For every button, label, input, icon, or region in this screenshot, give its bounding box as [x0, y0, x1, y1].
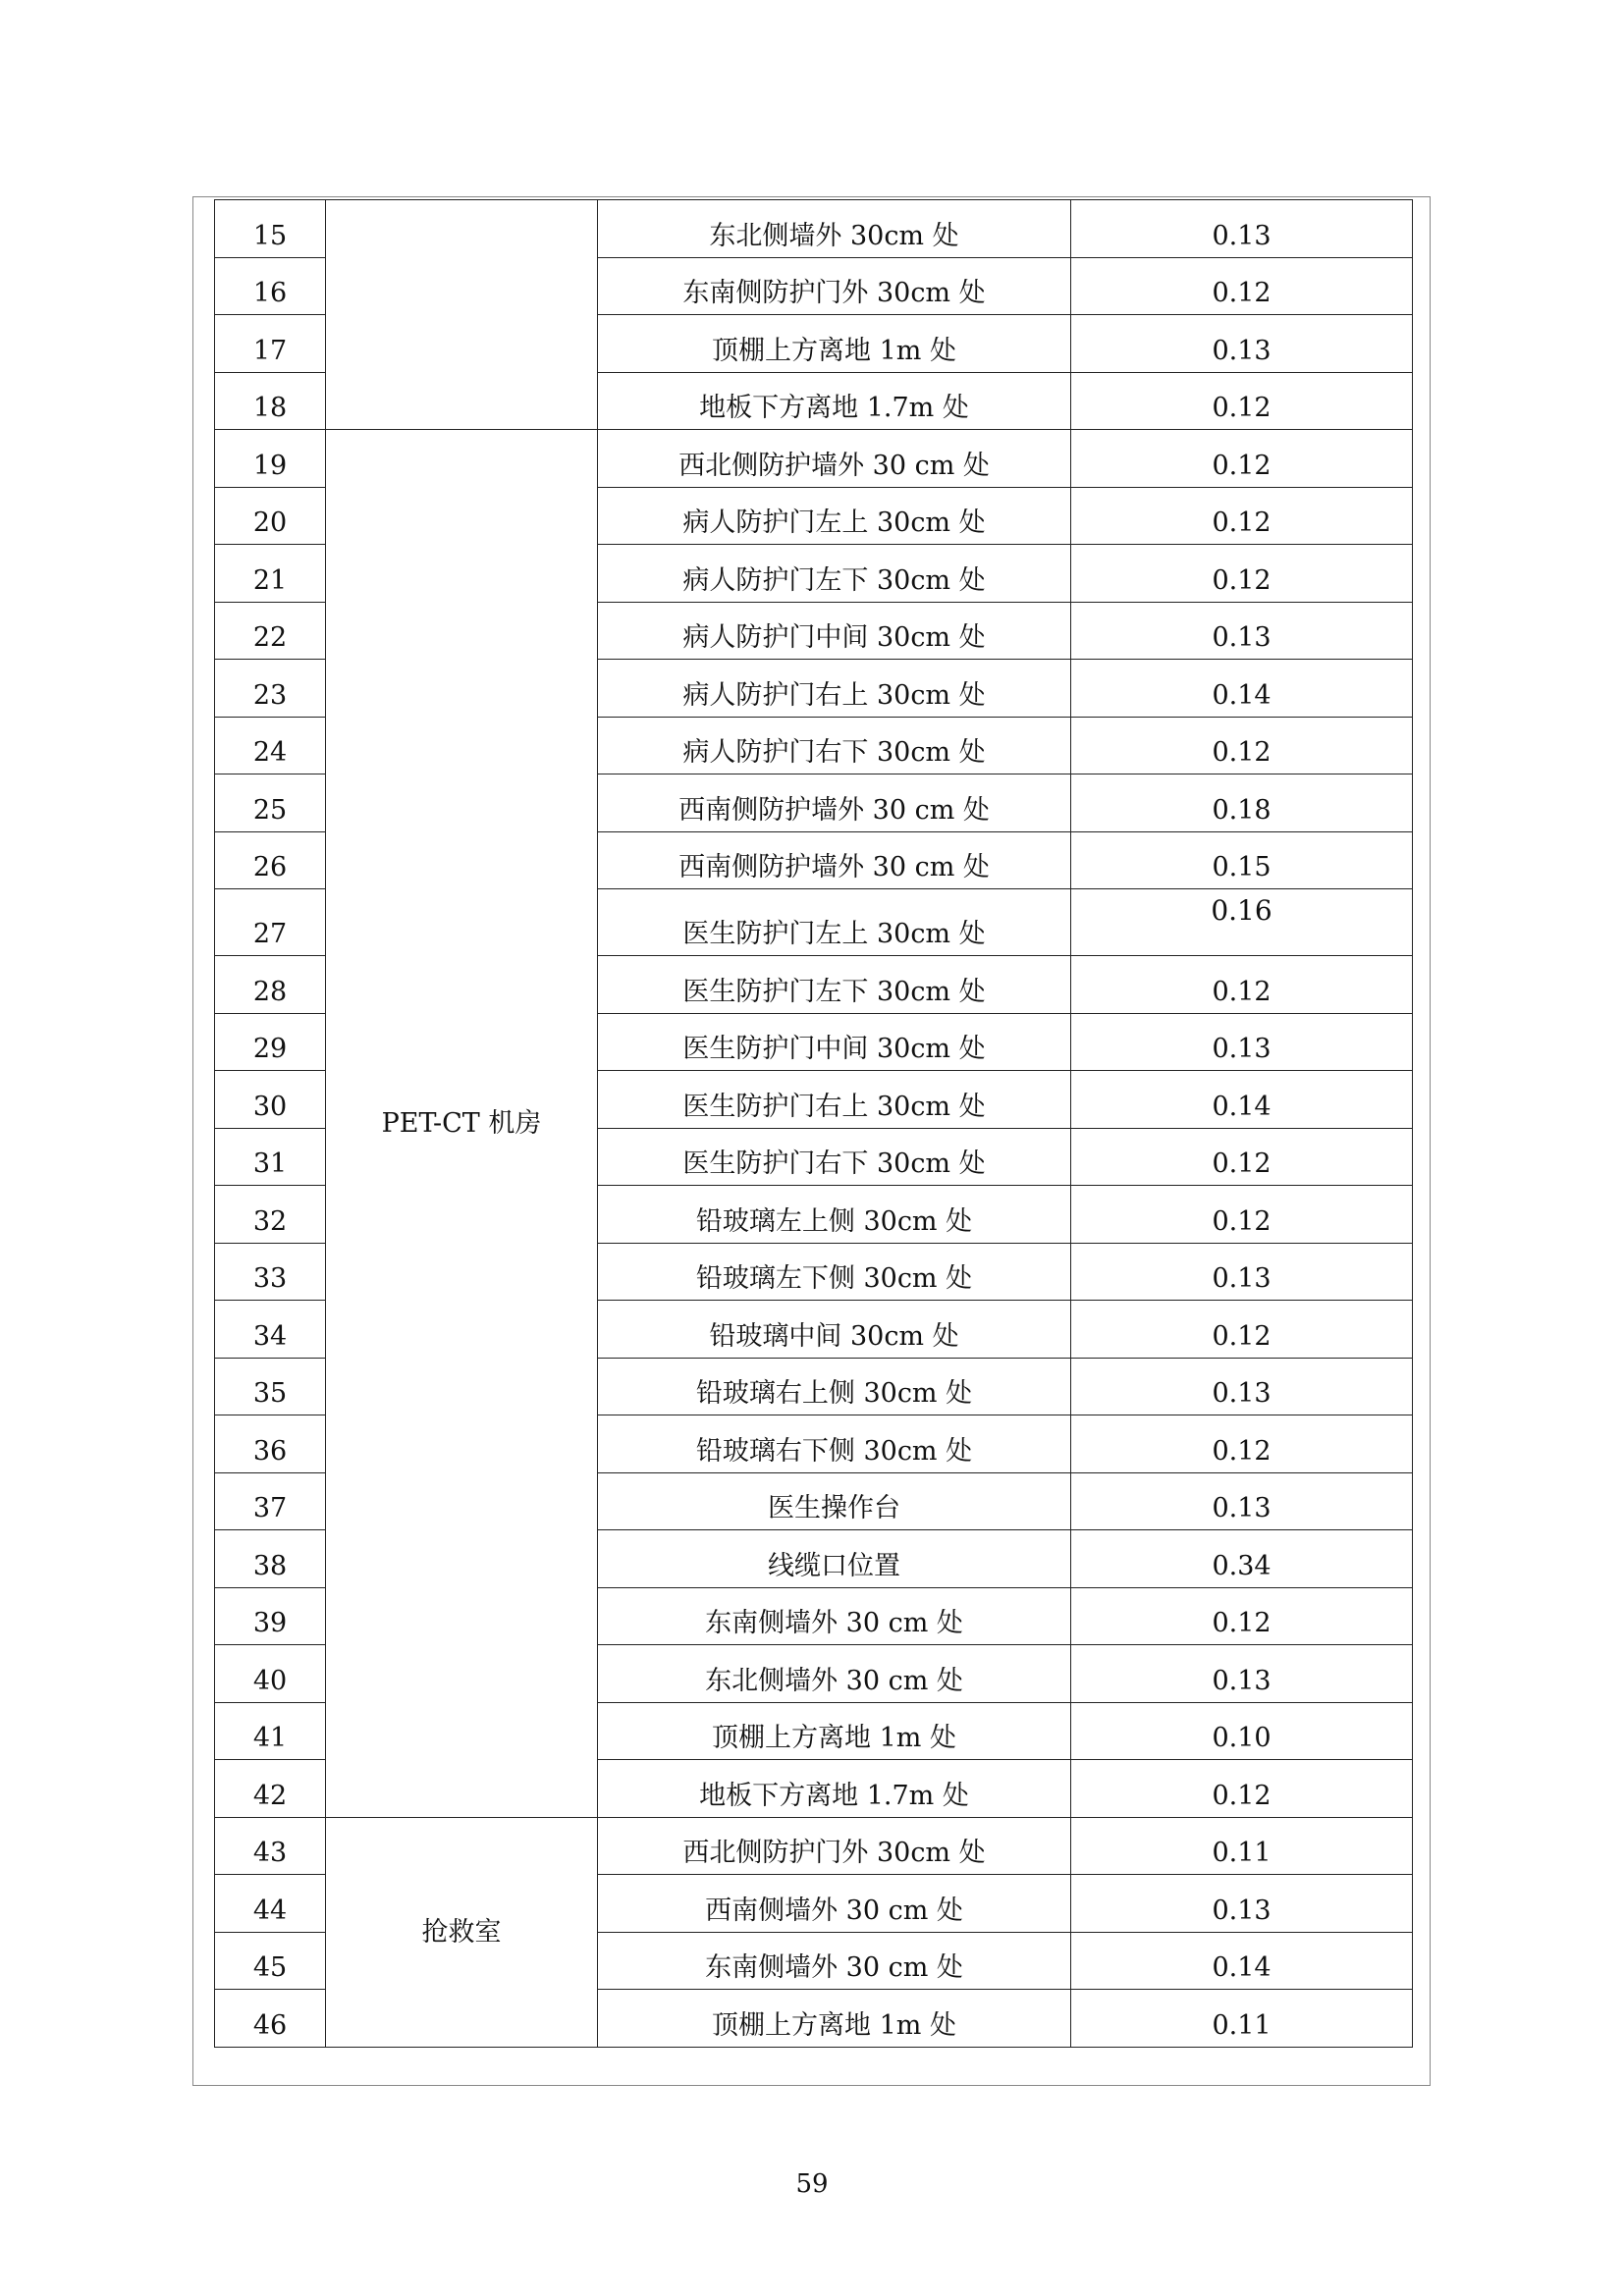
row-number: 42: [215, 1760, 326, 1818]
location-cell: 东南侧墙外 30 cm 处: [598, 1932, 1071, 1990]
value-cell: 0.11: [1071, 1990, 1413, 2048]
value-cell: 0.11: [1071, 1817, 1413, 1875]
row-number: 26: [215, 831, 326, 889]
row-number: 18: [215, 372, 326, 430]
row-number: 33: [215, 1243, 326, 1301]
row-number: 41: [215, 1702, 326, 1760]
area-cell: [326, 200, 598, 430]
location-cell: 医生防护门左下 30cm 处: [598, 956, 1071, 1014]
row-number: 29: [215, 1013, 326, 1071]
value-cell: 0.12: [1071, 1760, 1413, 1818]
location-cell: 西南侧墙外 30 cm 处: [598, 1875, 1071, 1933]
value-cell: 0.13: [1071, 200, 1413, 258]
value-cell: 0.12: [1071, 372, 1413, 430]
row-number: 36: [215, 1415, 326, 1473]
location-cell: 医生操作台: [598, 1472, 1071, 1530]
location-cell: 东北侧墙外 30 cm 处: [598, 1645, 1071, 1703]
location-cell: 病人防护门左下 30cm 处: [598, 545, 1071, 603]
row-number: 37: [215, 1472, 326, 1530]
location-cell: 铅玻璃左下侧 30cm 处: [598, 1243, 1071, 1301]
row-number: 25: [215, 774, 326, 832]
area-cell: PET-CT 机房: [326, 430, 598, 1818]
location-cell: 铅玻璃右上侧 30cm 处: [598, 1358, 1071, 1415]
row-number: 31: [215, 1128, 326, 1186]
table-row: [215, 430, 1413, 488]
location-cell: 医生防护门左上 30cm 处: [598, 889, 1071, 956]
value-cell: 0.12: [1071, 545, 1413, 603]
row-number: 27: [215, 889, 326, 956]
table-row: [215, 1817, 1413, 1875]
location-cell: 东北侧墙外 30cm 处: [598, 200, 1071, 258]
value-cell: 0.12: [1071, 487, 1413, 545]
row-number: 17: [215, 315, 326, 373]
row-number: 21: [215, 545, 326, 603]
row-number: 38: [215, 1530, 326, 1588]
value-cell: 0.13: [1071, 1875, 1413, 1933]
location-cell: 地板下方离地 1.7m 处: [598, 1760, 1071, 1818]
value-cell: 0.12: [1071, 1301, 1413, 1359]
row-number: 39: [215, 1587, 326, 1645]
value-cell: 0.13: [1071, 1645, 1413, 1703]
value-cell: 0.14: [1071, 660, 1413, 718]
value-cell: 0.13: [1071, 1013, 1413, 1071]
area-cell: 抢救室: [326, 1817, 598, 2047]
row-number: 45: [215, 1932, 326, 1990]
value-cell: 0.13: [1071, 1243, 1413, 1301]
value-cell: 0.15: [1071, 831, 1413, 889]
row-number: 34: [215, 1301, 326, 1359]
table-row: [215, 200, 1413, 258]
row-number: 23: [215, 660, 326, 718]
location-cell: 顶棚上方离地 1m 处: [598, 1990, 1071, 2048]
row-number: 43: [215, 1817, 326, 1875]
row-number: 22: [215, 602, 326, 660]
row-number: 40: [215, 1645, 326, 1703]
value-cell: 0.13: [1071, 1358, 1413, 1415]
location-cell: 病人防护门左上 30cm 处: [598, 487, 1071, 545]
location-cell: 铅玻璃左上侧 30cm 处: [598, 1186, 1071, 1244]
row-number: 15: [215, 200, 326, 258]
value-cell: 0.12: [1071, 956, 1413, 1014]
location-cell: 医生防护门右下 30cm 处: [598, 1128, 1071, 1186]
value-cell: 0.14: [1071, 1071, 1413, 1129]
value-cell: 0.12: [1071, 430, 1413, 488]
location-cell: 地板下方离地 1.7m 处: [598, 372, 1071, 430]
row-number: 20: [215, 487, 326, 545]
value-cell: 0.18: [1071, 774, 1413, 832]
value-cell: 0.13: [1071, 1472, 1413, 1530]
row-number: 44: [215, 1875, 326, 1933]
value-cell: 0.16: [1071, 889, 1413, 956]
row-number: 30: [215, 1071, 326, 1129]
table-body: [215, 200, 1413, 2048]
location-cell: 病人防护门右下 30cm 处: [598, 717, 1071, 774]
value-cell: 0.12: [1071, 1415, 1413, 1473]
row-number: 46: [215, 1990, 326, 2048]
location-cell: 东南侧墙外 30 cm 处: [598, 1587, 1071, 1645]
location-cell: 医生防护门右上 30cm 处: [598, 1071, 1071, 1129]
value-cell: 0.12: [1071, 1186, 1413, 1244]
value-cell: 0.13: [1071, 315, 1413, 373]
value-cell: 0.12: [1071, 717, 1413, 774]
measurement-table: [214, 199, 1413, 2048]
row-number: 28: [215, 956, 326, 1014]
location-cell: 西北侧防护门外 30cm 处: [598, 1817, 1071, 1875]
location-cell: 线缆口位置: [598, 1530, 1071, 1588]
location-cell: 病人防护门右上 30cm 处: [598, 660, 1071, 718]
location-cell: 铅玻璃中间 30cm 处: [598, 1301, 1071, 1359]
row-number: 16: [215, 257, 326, 315]
value-cell: 0.12: [1071, 1587, 1413, 1645]
value-cell: 0.12: [1071, 257, 1413, 315]
location-cell: 医生防护门中间 30cm 处: [598, 1013, 1071, 1071]
location-cell: 顶棚上方离地 1m 处: [598, 1702, 1071, 1760]
location-cell: 东南侧防护门外 30cm 处: [598, 257, 1071, 315]
location-cell: 病人防护门中间 30cm 处: [598, 602, 1071, 660]
location-cell: 西南侧防护墙外 30 cm 处: [598, 831, 1071, 889]
value-cell: 0.14: [1071, 1932, 1413, 1990]
row-number: 32: [215, 1186, 326, 1244]
row-number: 24: [215, 717, 326, 774]
value-cell: 0.10: [1071, 1702, 1413, 1760]
location-cell: 西南侧防护墙外 30 cm 处: [598, 774, 1071, 832]
location-cell: 铅玻璃右下侧 30cm 处: [598, 1415, 1071, 1473]
location-cell: 西北侧防护墙外 30 cm 处: [598, 430, 1071, 488]
value-cell: 0.12: [1071, 1128, 1413, 1186]
value-cell: 0.13: [1071, 602, 1413, 660]
value-cell: 0.34: [1071, 1530, 1413, 1588]
page-number: 59: [795, 2169, 829, 2199]
location-cell: 顶棚上方离地 1m 处: [598, 315, 1071, 373]
row-number: 35: [215, 1358, 326, 1415]
row-number: 19: [215, 430, 326, 488]
